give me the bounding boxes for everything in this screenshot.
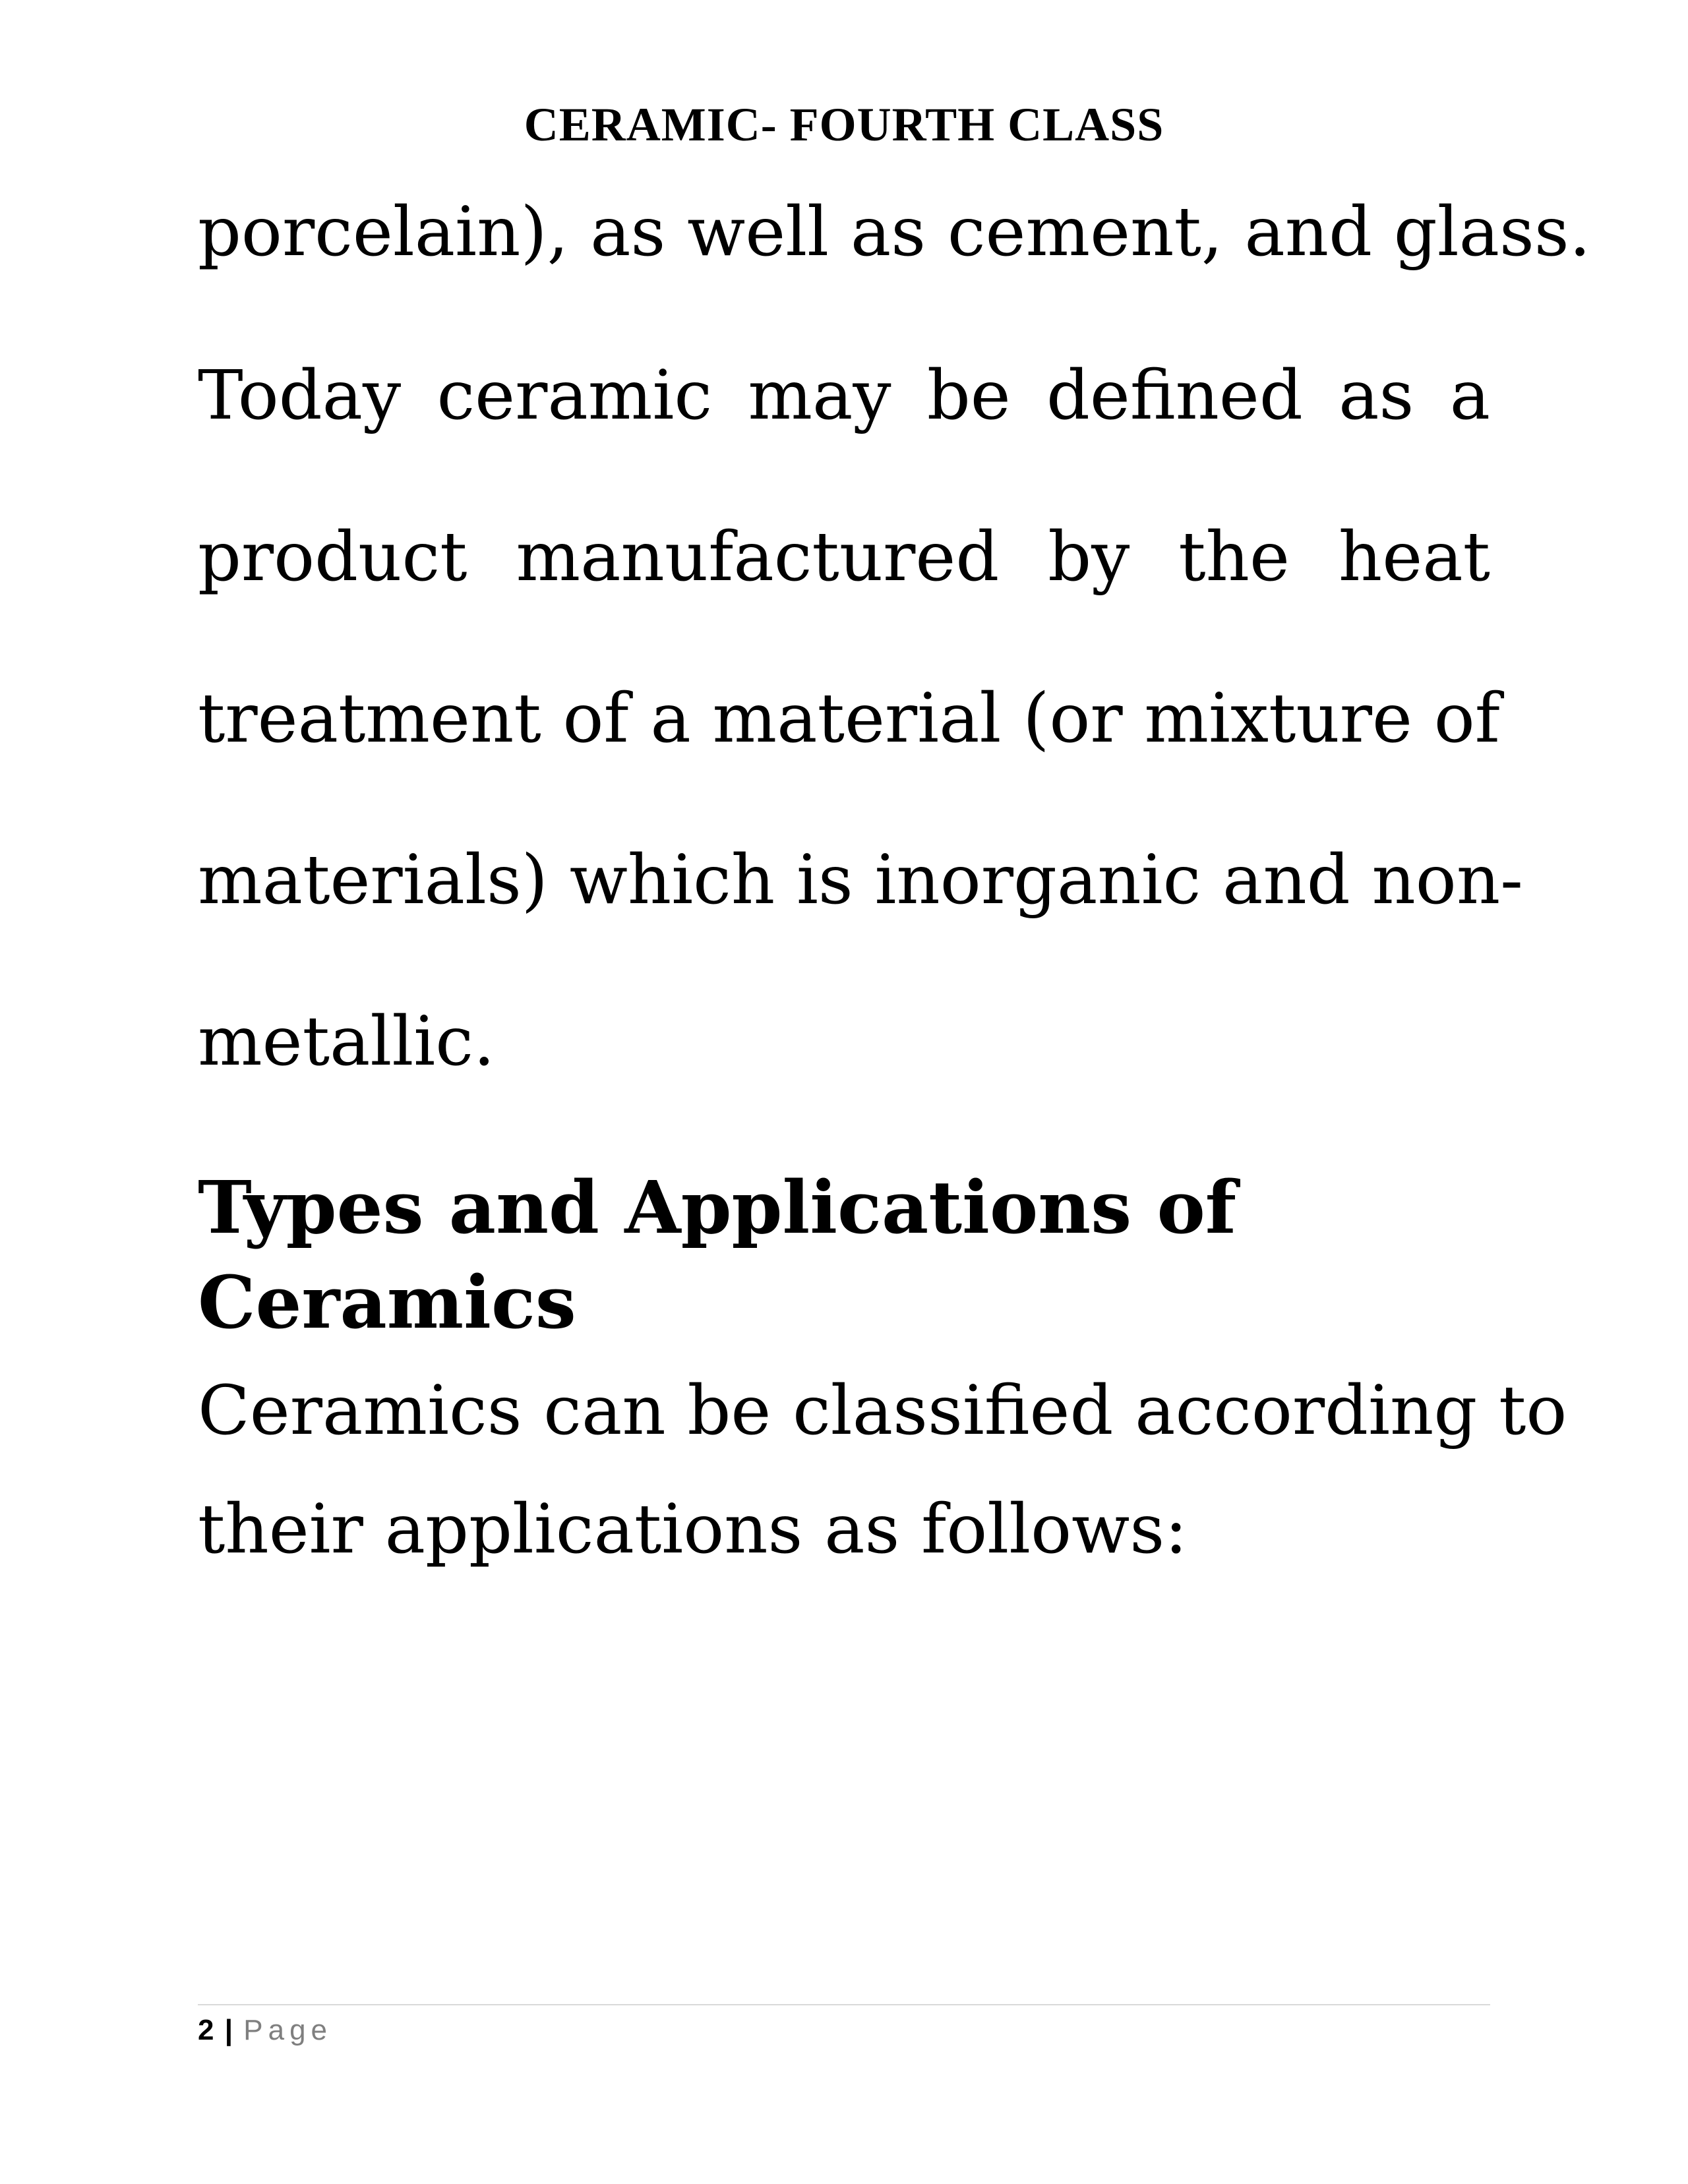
page-label: Page: [243, 2014, 333, 2046]
text-line: Ceramics can be classified according to: [198, 1371, 1567, 1450]
text-line: metallic.: [198, 1002, 495, 1081]
text-line: Today ceramic may be defined as a: [198, 356, 1490, 435]
section-heading-line: Ceramics: [198, 1260, 576, 1345]
page-header: CERAMIC- FOURTH CLASS: [524, 98, 1164, 151]
text-line: treatment of a material (or mixture of: [198, 679, 1500, 758]
footer-divider: [198, 2004, 1490, 2005]
text-line: porcelain), as well as cement, and glass.: [198, 192, 1591, 272]
section-heading-line: Types and Applications of: [198, 1165, 1237, 1250]
text-line: product manufactured by the heat: [198, 517, 1490, 597]
section-heading: [198, 1160, 1490, 1350]
page-number: 2: [198, 2014, 214, 2046]
footer-separator: |: [224, 2014, 233, 2046]
page-footer: [198, 2011, 332, 2050]
text-line: their applications as follows:: [198, 1490, 1188, 1569]
text-line: materials) which is inorganic and non-: [198, 841, 1523, 920]
